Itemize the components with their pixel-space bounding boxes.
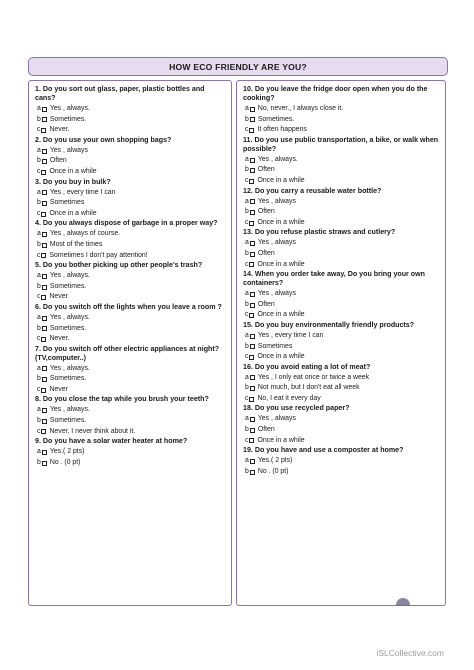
option-text: Sometimes [257, 342, 293, 350]
answer-option[interactable] [243, 436, 440, 447]
option-text: Never. [49, 126, 70, 134]
checkbox-icon[interactable] [250, 375, 255, 380]
question-block [35, 178, 226, 220]
answer-option[interactable] [243, 383, 440, 394]
checkbox-icon[interactable] [250, 158, 255, 163]
question-block [243, 363, 440, 405]
option-letter: b [245, 384, 249, 392]
option-letter: a [37, 188, 41, 196]
option-letter: c [245, 126, 249, 134]
answer-option[interactable] [35, 334, 226, 345]
answer-option[interactable] [35, 271, 226, 282]
answer-option[interactable] [243, 260, 440, 271]
option-text: No, I eat it every day [257, 394, 321, 402]
option-text: Most of the times [49, 240, 103, 248]
checkbox-icon[interactable] [42, 326, 47, 331]
option-letter: a [37, 406, 41, 414]
option-letter: b [37, 240, 41, 248]
option-text: Often [257, 166, 275, 174]
question-block [35, 219, 226, 261]
checkbox-icon[interactable] [249, 397, 254, 402]
question-text: 12. Do you carry a reusable water bottle? [243, 186, 382, 195]
option-letter: b [245, 249, 249, 257]
question-text: 14. When you order take away, Do you bring your own containers? [243, 270, 425, 288]
checkbox-icon[interactable] [250, 107, 255, 112]
question-block [35, 85, 226, 136]
checkbox-icon[interactable] [250, 252, 255, 257]
question-text: 1. Do you sort out glass, paper, plastic bottles and cans? [35, 85, 205, 102]
checkbox-icon[interactable] [250, 470, 255, 475]
question-text: 19. Do you have and use a composter at home? [243, 446, 404, 455]
question-block [243, 404, 440, 446]
option-letter: a [245, 457, 249, 465]
question-text: 16. Do you avoid eating a lot of meat? [243, 362, 371, 371]
answer-option[interactable] [243, 300, 440, 311]
option-text: Sometimes. [49, 324, 87, 332]
answer-option[interactable] [35, 385, 226, 396]
option-text: Never. [49, 335, 70, 343]
answer-option[interactable] [243, 342, 440, 353]
option-letter: c [37, 385, 41, 393]
option-text: Yes , always [49, 146, 88, 154]
answer-option[interactable] [243, 310, 440, 321]
checkbox-icon[interactable] [249, 355, 254, 360]
option-text: Yes , every time I can [49, 188, 116, 196]
option-text: Sometimes I don't pay attention! [49, 251, 148, 259]
question-text: 10. Do you leave the fridge door open when you do the cooking? [243, 85, 428, 102]
option-letter: a [245, 239, 249, 247]
checkbox-icon[interactable] [42, 377, 47, 382]
option-letter: a [245, 290, 249, 298]
option-letter: a [245, 105, 249, 112]
option-text: Sometimes. [49, 375, 87, 383]
option-text: Yes , always. [49, 364, 90, 372]
question-text: 18. Do you use recycled paper? [243, 404, 350, 413]
checkbox-icon[interactable] [42, 366, 47, 371]
option-letter: b [37, 115, 41, 123]
option-letter: c [245, 436, 249, 444]
checkbox-icon[interactable] [42, 408, 47, 413]
option-text: Once in a while [257, 260, 305, 268]
question-text: 3. Do you buy in bulk? [35, 177, 111, 186]
worksheet-title: HOW ECO FRIENDLY ARE YOU? [28, 57, 448, 76]
option-text: Yes.( 2 pts) [257, 457, 293, 465]
checkbox-icon[interactable] [42, 107, 47, 112]
option-text: Yes , always. [257, 155, 298, 163]
option-letter: a [245, 415, 249, 423]
checkbox-icon[interactable] [42, 316, 47, 321]
answer-option[interactable] [35, 115, 226, 126]
answer-option[interactable] [243, 331, 440, 342]
option-text: Once in a while [257, 218, 305, 226]
question-block [243, 136, 440, 187]
option-text: Yes.( 2 pts) [49, 448, 85, 456]
option-text: Not much, but I don't eat all week [257, 384, 360, 392]
answer-option[interactable] [35, 447, 226, 458]
checkbox-icon[interactable] [250, 459, 255, 464]
checkbox-icon[interactable] [42, 450, 47, 455]
option-letter: c [245, 218, 249, 226]
question-text: 5. Do you bother picking up other people's trash? [35, 261, 203, 270]
option-text: Sometimes [49, 199, 85, 207]
option-letter: a [37, 313, 41, 321]
decorative-mark [396, 598, 410, 606]
option-letter: a [37, 448, 41, 456]
question-text: 8. Do you close the tap while you brush your teeth? [35, 395, 209, 404]
answer-option[interactable] [35, 209, 226, 220]
option-text: No . (0 pt) [49, 458, 81, 466]
option-text: Often [257, 208, 275, 216]
checkbox-icon[interactable] [249, 262, 254, 267]
option-letter: c [37, 293, 41, 301]
left-question-column [28, 80, 232, 606]
option-text: Yes , always [257, 197, 296, 205]
answer-option[interactable] [35, 458, 226, 469]
option-text: No . (0 pt) [257, 467, 289, 475]
checkbox-icon[interactable] [41, 429, 46, 434]
option-letter: b [37, 282, 41, 290]
checkbox-icon[interactable] [41, 212, 46, 217]
option-letter: c [245, 176, 249, 184]
option-text: Sometimes. [49, 282, 87, 290]
checkbox-icon[interactable] [250, 334, 255, 339]
checkbox-icon[interactable] [41, 128, 46, 133]
checkbox-icon[interactable] [250, 386, 255, 391]
checkbox-icon[interactable] [249, 179, 254, 184]
checkbox-icon[interactable] [41, 295, 46, 300]
right-question-column [236, 80, 446, 606]
answer-option[interactable] [35, 374, 226, 385]
option-text: Once in a while [257, 353, 305, 361]
answer-option[interactable] [243, 125, 440, 136]
answer-option[interactable] [243, 456, 440, 467]
option-text: Often [257, 426, 275, 434]
checkbox-icon[interactable] [42, 159, 47, 164]
answer-option[interactable] [243, 467, 440, 478]
answer-option[interactable] [35, 405, 226, 416]
checkbox-icon[interactable] [42, 419, 47, 424]
checkbox-icon[interactable] [41, 253, 46, 258]
checkbox-icon[interactable] [42, 461, 47, 466]
option-letter: a [37, 146, 41, 154]
option-text: Yes , I only eat once or twice a week [257, 373, 370, 381]
option-letter: c [245, 353, 249, 361]
answer-option[interactable] [35, 125, 226, 136]
answer-option[interactable] [35, 188, 226, 199]
option-text: Never [49, 293, 68, 301]
answer-option[interactable] [35, 240, 226, 251]
option-letter: a [245, 331, 249, 339]
option-letter: a [37, 105, 41, 112]
answer-option[interactable] [243, 115, 440, 126]
answer-option[interactable] [35, 156, 226, 167]
question-text: 6. Do you switch off the lights when you leave a room ? [35, 302, 222, 311]
question-text: 9. Do you have a solar water heater at home? [35, 437, 188, 446]
checkbox-icon[interactable] [41, 337, 46, 342]
answer-option[interactable] [243, 218, 440, 229]
option-text: Never [49, 385, 68, 393]
checkbox-icon[interactable] [250, 199, 255, 204]
option-letter: b [245, 208, 249, 216]
answer-option[interactable] [35, 146, 226, 157]
option-letter: c [245, 394, 249, 402]
option-letter: c [245, 260, 249, 268]
checkbox-icon[interactable] [42, 274, 47, 279]
answer-option[interactable] [35, 167, 226, 178]
checkbox-icon[interactable] [42, 117, 47, 122]
option-text: Sometimes. [49, 115, 87, 123]
option-text: It often happens [257, 126, 307, 134]
answer-option[interactable] [243, 373, 440, 384]
option-letter: c [245, 311, 249, 319]
question-block [35, 395, 226, 437]
option-text: Often [257, 249, 275, 257]
answer-option[interactable] [243, 155, 440, 166]
answer-option[interactable] [35, 427, 226, 438]
checkbox-icon[interactable] [249, 313, 254, 318]
option-letter: c [37, 251, 41, 259]
option-letter: b [37, 157, 41, 165]
option-text: Once in a while [49, 167, 97, 175]
checkbox-icon[interactable] [42, 243, 47, 248]
checkbox-icon[interactable] [42, 201, 47, 206]
answer-option[interactable] [35, 416, 226, 427]
option-text: Never, I never think about it. [49, 427, 136, 435]
question-block [243, 187, 440, 229]
checkbox-icon[interactable] [249, 438, 254, 443]
option-letter: a [245, 197, 249, 205]
answer-option[interactable] [243, 394, 440, 405]
option-letter: b [37, 199, 41, 207]
answer-option[interactable] [35, 104, 226, 115]
question-block [243, 228, 440, 270]
option-letter: b [245, 467, 249, 475]
question-block [35, 136, 226, 178]
answer-option[interactable] [243, 249, 440, 260]
checkbox-icon[interactable] [41, 388, 46, 393]
answer-option[interactable] [35, 324, 226, 335]
option-text: Yes , always [257, 239, 296, 247]
option-text: Yes , always [257, 290, 296, 298]
option-text: Yes , always. [49, 105, 90, 112]
checkbox-icon[interactable] [250, 417, 255, 422]
option-text: Sometimes. [257, 115, 295, 123]
question-block [35, 437, 226, 468]
option-letter: b [37, 324, 41, 332]
option-letter: c [37, 427, 41, 435]
checkbox-icon[interactable] [250, 241, 255, 246]
question-block [243, 85, 440, 136]
option-text: Once in a while [257, 436, 305, 444]
option-letter: b [37, 417, 41, 425]
option-text: Yes , every time I can [257, 331, 324, 339]
site-watermark: iSLCollective.com [376, 648, 444, 658]
option-letter: b [245, 115, 249, 123]
checkbox-icon[interactable] [42, 232, 47, 237]
checkbox-icon[interactable] [42, 149, 47, 154]
option-letter: b [245, 426, 249, 434]
option-letter: b [37, 458, 41, 466]
checkbox-icon[interactable] [42, 190, 47, 195]
question-block [35, 345, 226, 396]
option-letter: a [37, 272, 41, 280]
answer-option[interactable] [35, 292, 226, 303]
option-letter: c [37, 167, 41, 175]
question-text: 4. Do you always dispose of garbage in a proper way? [35, 219, 218, 228]
option-letter: b [245, 342, 249, 350]
checkbox-icon[interactable] [249, 128, 254, 133]
question-text: 11. Do you use public transportation, a bike, or walk when possible? [243, 135, 439, 153]
checkbox-icon[interactable] [250, 210, 255, 215]
answer-option[interactable] [243, 414, 440, 425]
checkbox-icon[interactable] [250, 117, 255, 122]
answer-option[interactable] [243, 425, 440, 436]
option-letter: b [245, 300, 249, 308]
question-text: 15. Do you buy environmentally friendly products? [243, 320, 415, 329]
option-text: Once in a while [257, 311, 305, 319]
answer-option[interactable] [35, 313, 226, 324]
answer-option[interactable] [243, 289, 440, 300]
option-letter: c [37, 209, 41, 217]
checkbox-icon[interactable] [42, 285, 47, 290]
question-block [35, 261, 226, 303]
answer-option[interactable] [243, 165, 440, 176]
question-block [243, 270, 440, 321]
option-letter: b [245, 166, 249, 174]
option-text: Yes , always [257, 415, 296, 423]
question-text: 2. Do you use your own shopping bags? [35, 135, 172, 144]
question-block [243, 321, 440, 363]
question-text: 7. Do you switch off other electric appliances at night? (TV,computer..) [35, 344, 220, 362]
option-letter: a [245, 373, 249, 381]
option-text: Often [49, 157, 67, 165]
option-text: Yes , always of course. [49, 230, 121, 238]
answer-option[interactable] [243, 352, 440, 363]
option-letter: b [37, 375, 41, 383]
option-text: No, never., I always close it. [257, 105, 344, 112]
answer-option[interactable] [243, 207, 440, 218]
answer-option[interactable] [35, 282, 226, 293]
option-text: Yes , always. [49, 272, 90, 280]
option-text: Yes , always. [49, 313, 90, 321]
answer-option[interactable] [243, 176, 440, 187]
checkbox-icon[interactable] [250, 168, 255, 173]
checkbox-icon[interactable] [250, 292, 255, 297]
answer-option[interactable] [35, 198, 226, 209]
answer-option[interactable] [243, 104, 440, 115]
checkbox-icon[interactable] [250, 344, 255, 349]
checkbox-icon[interactable] [250, 428, 255, 433]
option-letter: c [37, 335, 41, 343]
option-text: Often [257, 300, 275, 308]
question-block [35, 303, 226, 345]
option-letter: a [37, 230, 41, 238]
option-text: Sometimes. [49, 417, 87, 425]
option-letter: c [37, 126, 41, 134]
option-letter: a [245, 155, 249, 163]
option-text: Once in a while [257, 176, 305, 184]
answer-option[interactable] [243, 197, 440, 208]
option-text: Once in a while [49, 209, 97, 217]
option-letter: a [37, 364, 41, 372]
answer-option[interactable] [35, 229, 226, 240]
checkbox-icon[interactable] [250, 303, 255, 308]
question-block [243, 446, 440, 477]
checkbox-icon[interactable] [41, 170, 46, 175]
answer-option[interactable] [35, 364, 226, 375]
option-text: Yes , always. [49, 406, 90, 414]
checkbox-icon[interactable] [249, 221, 254, 226]
answer-option[interactable] [243, 238, 440, 249]
question-text: 13. Do you refuse plastic straws and cutlery? [243, 228, 396, 237]
answer-option[interactable] [35, 251, 226, 262]
